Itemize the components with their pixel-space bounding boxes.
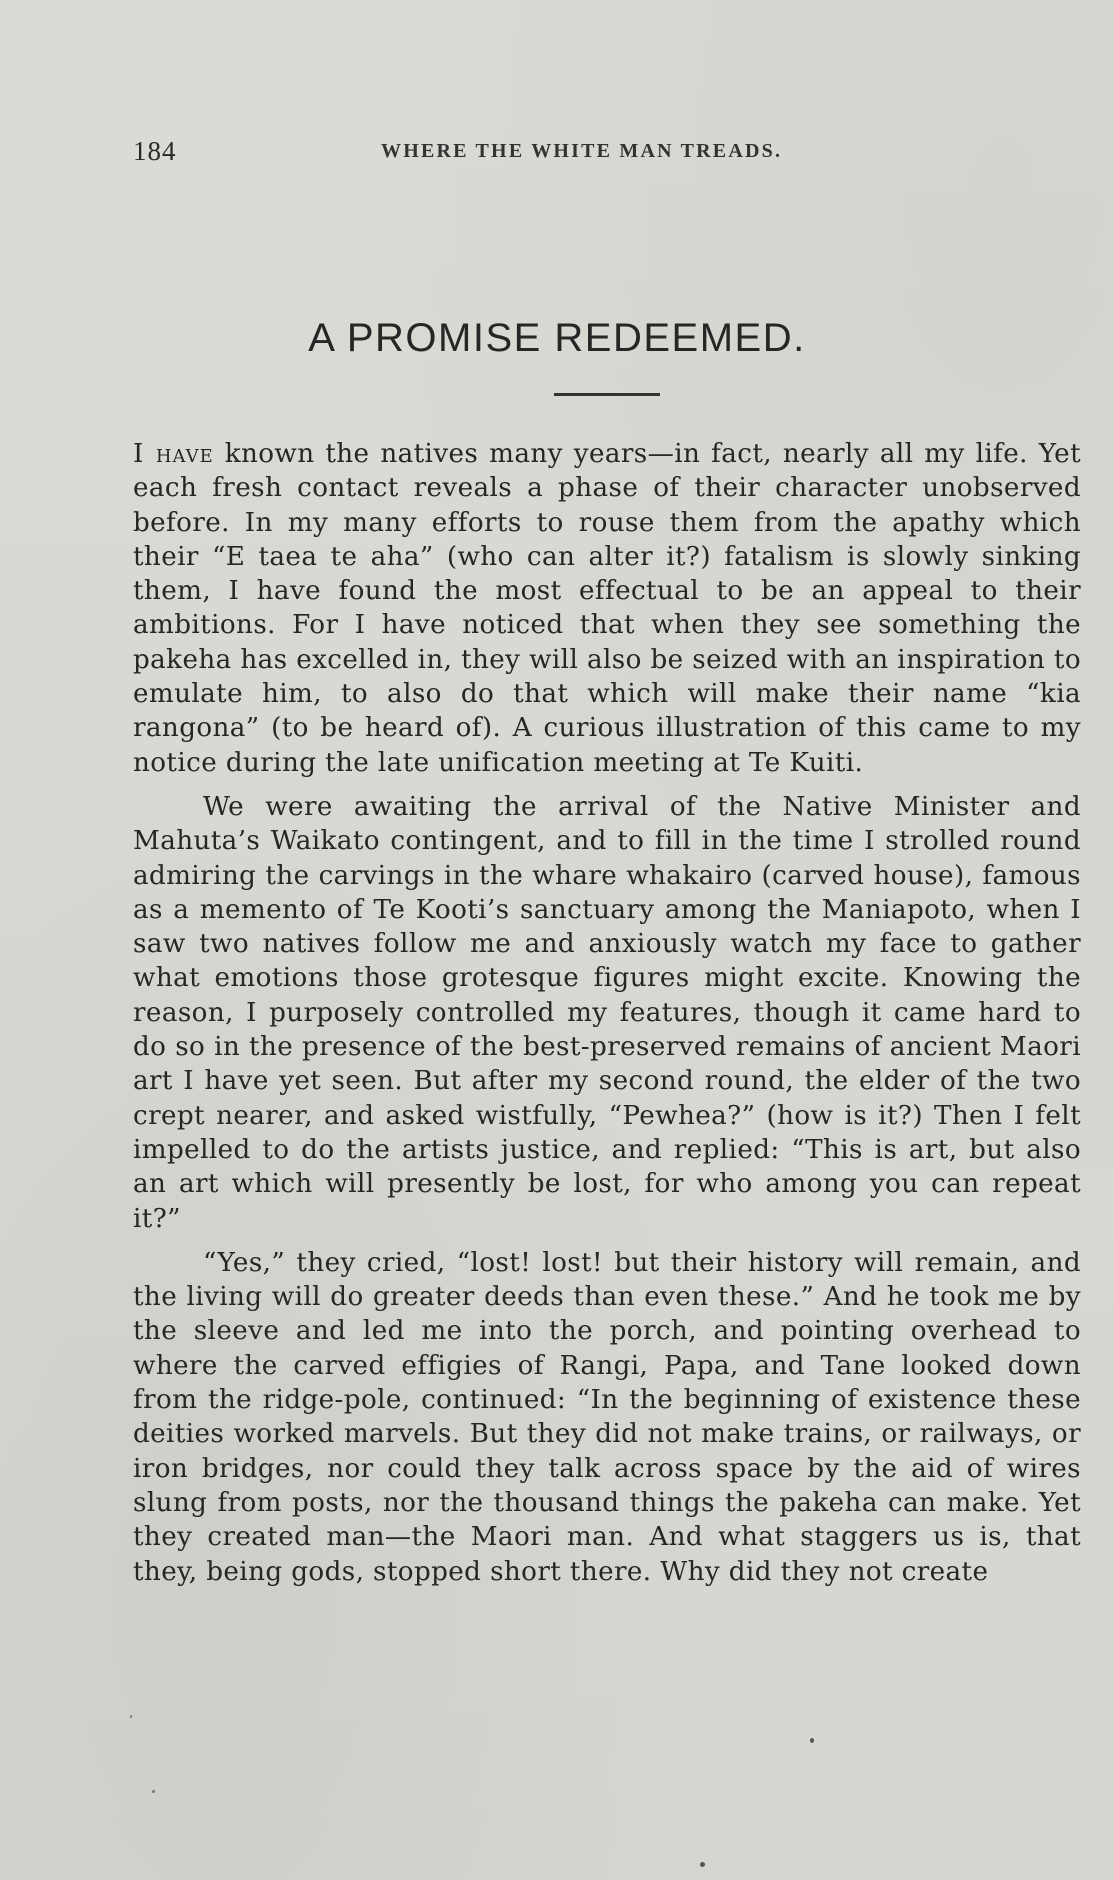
page-number: 184 — [133, 136, 177, 166]
body-text — [133, 437, 1081, 1589]
running-head: WHERE THE WHITE MAN TREADS. — [381, 140, 783, 162]
title-rule — [554, 393, 660, 396]
paragraph-3: “Yes,” they cried, “lost! lost! but their history will remain, and the living will do greater deeds than even these.” And he took me by the sleeve and led me into the porch, and pointing overhead to where the carved effigies of Rangi, Papa, and Tane looked down from the ridge-pole, continued: “In the beginning of existence these deities worked marvels. But they did not make trains, or railways, or iron bridges, nor could they talk across space by the aid of wires slung from posts, nor the thousand things the pakeha can make. Yet they created man—the Maori man. And what staggers us is, that they, being gods, stopped short there. Why did they not create — [133, 1247, 1081, 1587]
paragraph-1-lead: I have — [133, 439, 214, 469]
print-speck — [152, 1790, 155, 1793]
page-header — [133, 136, 1081, 168]
chapter-title: A PROMISE REDEEMED. — [308, 316, 806, 360]
paragraph-2: We were awaiting the arrival of the Native Minister and Mahuta’s Waikato contingent, and to fill in the time I strolled round admiring the carvings in the whare whakairo (carved house), famous as a memento of Te Kooti’s sanctuary among the Maniapoto, when I saw two natives follow me and anxiously watch my face to gather what emotions those grotesque figures might excite. Knowing the reason, I purposely controlled my features, though it came hard to do so in the presence of the best-preserved remains of ancient Maori art I have yet seen. But after my second round, the elder of the two crept nearer, and asked wistfully, “Pewhea?” (how is it?) Then I felt impelled to do the artists justice, and replied: “This is art, but also an art which will presently be lost, for who among you can repeat it?” — [133, 791, 1081, 1234]
paragraph-1-text: known the natives many years—in fact, nearly all my life. Yet each fresh contact reveals a phase of their character unobserved before. In my many efforts to rouse them from the apathy which their “E taea te aha” (who can alter it?) fatalism is slowly sinking them, I have found the most effectual to be an appeal to their ambitions. For I have noticed that when they see something the pakeha has excelled in, they will also be seized with an inspiration to emulate him, to also do that which will make their name “kia rangona” (to be heard of). A curious illustration of this came to my notice during the late unification meeting at Te Kuiti. — [133, 439, 1081, 778]
paragraph-1 — [133, 437, 1081, 780]
print-speck — [130, 1715, 132, 1718]
print-speck — [810, 1738, 814, 1743]
print-speck — [700, 1862, 705, 1867]
